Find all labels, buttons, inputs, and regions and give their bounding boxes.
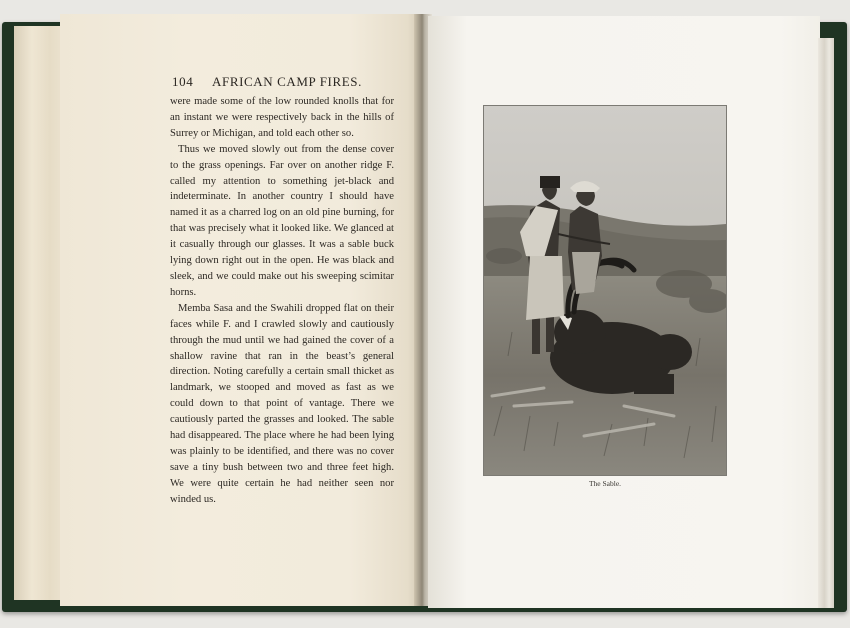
paragraph: were made some of the low rounded knolls that for an instant we were respectively back in the hills of Surrey or Michigan, and told each other so. <box>170 96 394 139</box>
right-page-edges <box>818 38 834 608</box>
running-head <box>172 74 394 90</box>
body-text <box>170 94 394 508</box>
paragraph: Thus we moved slowly out from the dense cover to the grass openings. Far over on another ridge F. called my attention to something jet-black and indeterminate. In another country I should have named it as a charred log on an old pine burning, for that was precisely what it looked like. We glanced at it casually through our glasses. It was a sable buck lying down right out in the open. He was black and sleek, and we could make out his sweeping scimitar horns. <box>170 143 394 298</box>
page-number: 104 <box>172 74 194 89</box>
paragraph: Memba Sasa and the Swahili dropped flat on their faces while F. and I crawled slowly and cautiously through the mud until we had gained the cover of a shallow ravine that ran in the beast’s general direction. Noting carefully a certain small thicket as landmark, we stooped and moved as fast as we could down to that point of vantage. There we cautiously parted the grasses and looked. The sable had disappeared. The place where he had been lying was plainly to be identified, and there was no cover save a tiny bush between two and three feet high. We were quite certain he had neither seen nor winded us. <box>170 302 394 505</box>
plate-caption: The Sable. <box>588 479 622 488</box>
running-head-title: AFRICAN CAMP FIRES. <box>212 74 362 89</box>
sable-photograph <box>483 105 727 476</box>
sable-photo-illustration <box>484 106 726 475</box>
